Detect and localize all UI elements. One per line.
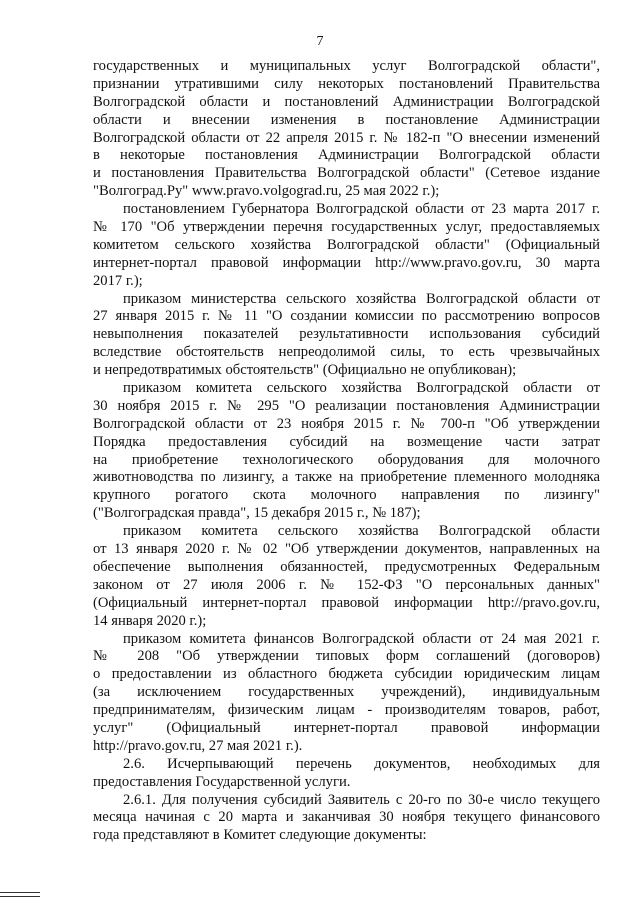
text-line: признании утратившими силу некоторых постановлений Правительства bbox=[93, 75, 600, 92]
text-line: о предоставлении из областного бюджета субсидии юридическим лицам bbox=[93, 666, 600, 683]
text-line: 2017 г.); bbox=[93, 272, 143, 289]
text-line: государственных и муниципальных услуг Волгоградской области", bbox=[93, 58, 600, 74]
text-line: и непредотвратимых обстоятельств" (Официально не опубликован); bbox=[93, 362, 517, 379]
text-line: Порядка предоставления субсидий на возмещение части затрат bbox=[93, 433, 600, 450]
text-line: приказом комитета сельского хозяйства Волгоградской области от bbox=[123, 380, 600, 397]
text-line: № 208 "Об утверждении типовых форм соглашений (договоров) bbox=[93, 648, 600, 665]
text-line: года представляют в Комитет следующие документы: bbox=[93, 827, 427, 844]
text-line: интернет-портал правовой информации http://www.pravo.gov.ru, 30 марта bbox=[93, 254, 600, 271]
text-line: невыполнения показателей результативности использования субсидий bbox=[93, 326, 600, 343]
text-line: № 170 "Об утверждении перечня государственных услуг, предоставляемых bbox=[93, 219, 600, 236]
document-body bbox=[93, 58, 600, 845]
text-line: ("Волгоградская правда", 15 декабря 2015 г., № 187); bbox=[93, 505, 421, 522]
text-line: вследствие обстоятельств непреодолимой силы, то есть чрезвычайных bbox=[93, 344, 600, 361]
text-line: 30 ноября 2015 г. № 295 "О реализации постановления Администрации bbox=[93, 397, 600, 414]
text-line: крупного рогатого скота молочного направления по лизингу" bbox=[93, 487, 600, 504]
text-line: на приобретение технологического оборудования для молочного bbox=[93, 451, 600, 468]
text-line: приказом комитета финансов Волгоградской области от 24 мая 2021 г. bbox=[123, 630, 600, 647]
text-line: области и внесении изменения в постановление Администрации bbox=[93, 111, 600, 128]
text-line: приказом министерства сельского хозяйства Волгоградской области от bbox=[123, 290, 600, 307]
text-line: обеспечение выполнения обязанностей, предусмотренных Федеральным bbox=[93, 558, 600, 575]
text-line: 14 января 2020 г.); bbox=[93, 612, 207, 629]
text-line: приказом комитета сельского хозяйства Волгоградской области bbox=[123, 523, 600, 540]
text-line: предоставления Государственной услуги. bbox=[93, 773, 351, 790]
text-line: Волгоградской области от 22 апреля 2015 г. № 182-п "О внесении изменений bbox=[93, 129, 600, 146]
text-line: услуг" (Официальный интернет-портал правовой информации bbox=[93, 719, 600, 736]
text-line: постановлением Губернатора Волгоградской области от 23 марта 2017 г. bbox=[123, 201, 600, 218]
text-line: 27 января 2015 г. № 11 "О создании комиссии по рассмотрению вопросов bbox=[93, 308, 600, 325]
text-line: от 13 января 2020 г. № 02 "Об утверждении документов, направленных на bbox=[93, 541, 600, 558]
text-line: животноводства по лизингу, а также на приобретение племенного молодняка bbox=[93, 469, 600, 486]
text-line: "Волгоград.Ру" www.pravo.volgograd.ru, 25 мая 2022 г.); bbox=[93, 183, 440, 200]
text-line: Волгоградской области и постановлений Администрации Волгоградской bbox=[93, 93, 600, 110]
text-line: в некоторые постановления Администрации Волгоградской области bbox=[93, 147, 600, 164]
text-line: предпринимателям, физическим лицам - производителям товаров, работ, bbox=[93, 702, 600, 719]
text-line: комитетом сельского хозяйства Волгоградской области" (Официальный bbox=[93, 236, 600, 253]
text-line: 2.6. Исчерпывающий перечень документов, необходимых для bbox=[123, 755, 600, 772]
page-number: 7 bbox=[316, 34, 324, 49]
text-line: http://pravo.gov.ru, 27 мая 2021 г.). bbox=[93, 737, 303, 754]
footer-rule bbox=[0, 892, 40, 897]
text-line: Волгоградской области от 23 ноября 2015 г. № 700-п "Об утверждении bbox=[93, 415, 600, 432]
text-line: 2.6.1. Для получения субсидий Заявитель с 20-го по 30-е число текущего bbox=[123, 791, 600, 808]
text-line: законом от 27 июля 2006 г. № 152-ФЗ "О персональных данных" bbox=[93, 576, 600, 593]
text-line: (Официальный интернет-портал правовой информации http://pravo.gov.ru, bbox=[93, 594, 600, 611]
text-line: и постановления Правительства Волгоградской области" (Сетевое издание bbox=[93, 165, 600, 182]
text-line: (за исключением государственных учреждений), индивидуальным bbox=[93, 684, 600, 701]
text-line: месяца начиная с 20 марта и заканчивая 30 ноября текущего финансового bbox=[93, 809, 600, 826]
